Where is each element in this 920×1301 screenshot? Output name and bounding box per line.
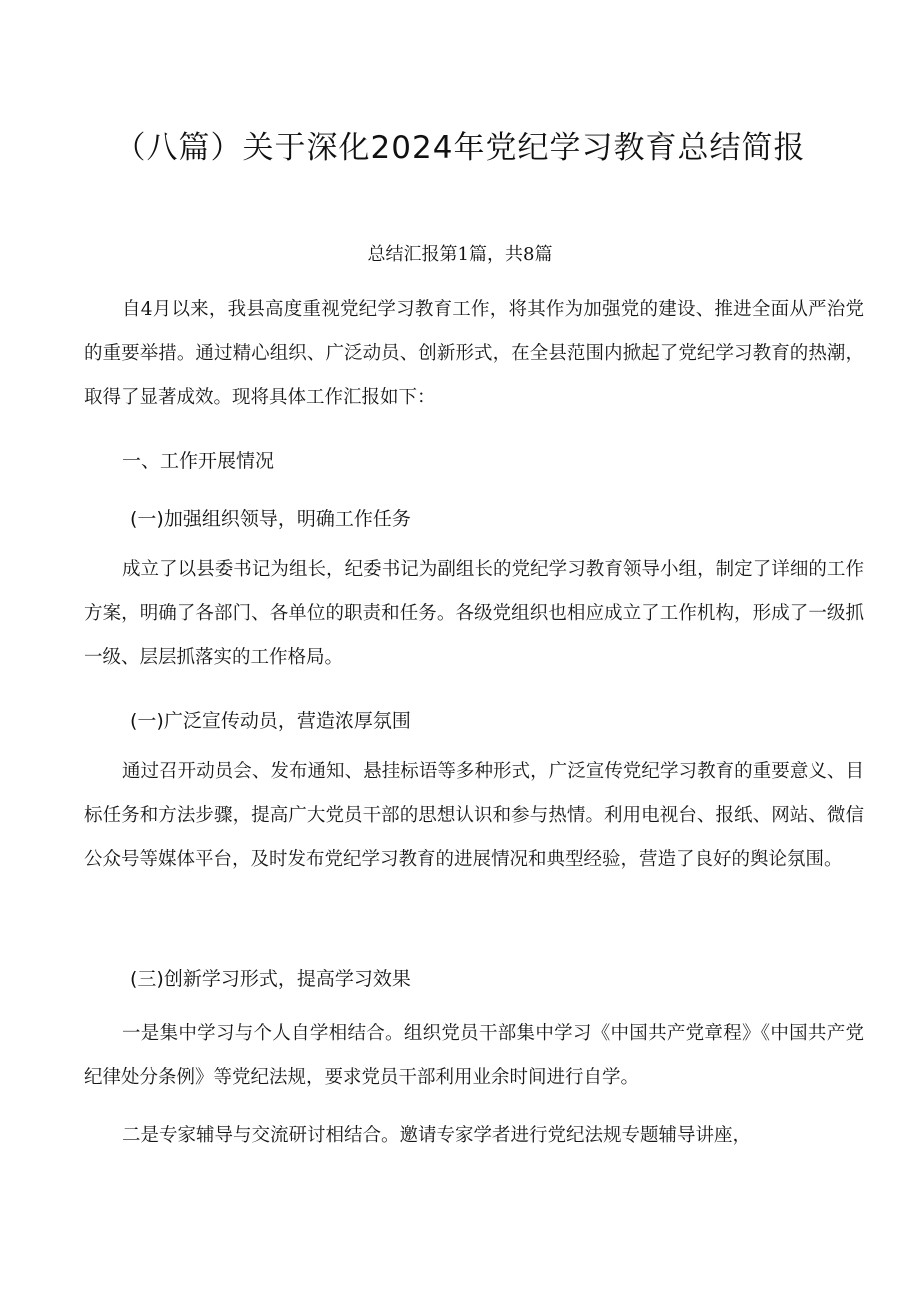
subsection-paragraph-2: 通过召开动员会、发布通知、悬挂标语等多种形式，广泛宣传党纪学习教育的重要意义、目标任务和方法步骤，提高广大党员干部的思想认识和参与热情。利用电视台、报纸、网站、微信公众号等媒体平台，及时发布党纪学习教育的进展情况和典型经验，营造了良好的舆论氛围。 [84, 761, 864, 870]
subsection-paragraph-1: 成立了以县委书记为组长，纪委书记为副组长的党纪学习教育领导小组，制定了详细的工作方案，明确了各部门、各单位的职责和任务。各级党组织也相应成立了工作机构，形成了一级抓一级、层层抓落实的工作格局。 [84, 559, 864, 668]
intro-paragraph: 自4月以来，我县高度重视党纪学习教育工作，将其作为加强党的建设、推进全面从严治党的重要举措。通过精心组织、广泛动员、创新形式，在全县范围内掀起了党纪学习教育的热潮，取得了显著成效。现将具体工作汇报如下： [84, 299, 864, 408]
document-title: （八篇）关于深化2024年党纪学习教育总结简报 [114, 130, 806, 166]
section-heading-1: 一、工作开展情况 [122, 450, 275, 472]
document-subtitle: 总结汇报第1篇，共8篇 [367, 244, 553, 265]
subsection-paragraph-3b: 二是专家辅导与交流研讨相结合。邀请专家学者进行党纪法规专题辅导讲座， [122, 1125, 752, 1146]
subsection-heading-3: (三)创新学习形式，提高学习效果 [130, 968, 411, 990]
subsection-heading-1: (一)加强组织领导，明确工作任务 [130, 508, 411, 530]
subsection-paragraph-3a: 一是集中学习与个人自学相结合。组织党员干部集中学习《中国共产党章程》《中国共产党纪律处分条例》等党纪法规，要求党员干部利用业余时间进行自学。 [84, 1023, 864, 1088]
subsection-heading-2: (一)广泛宣传动员，营造浓厚氛围 [130, 710, 411, 732]
